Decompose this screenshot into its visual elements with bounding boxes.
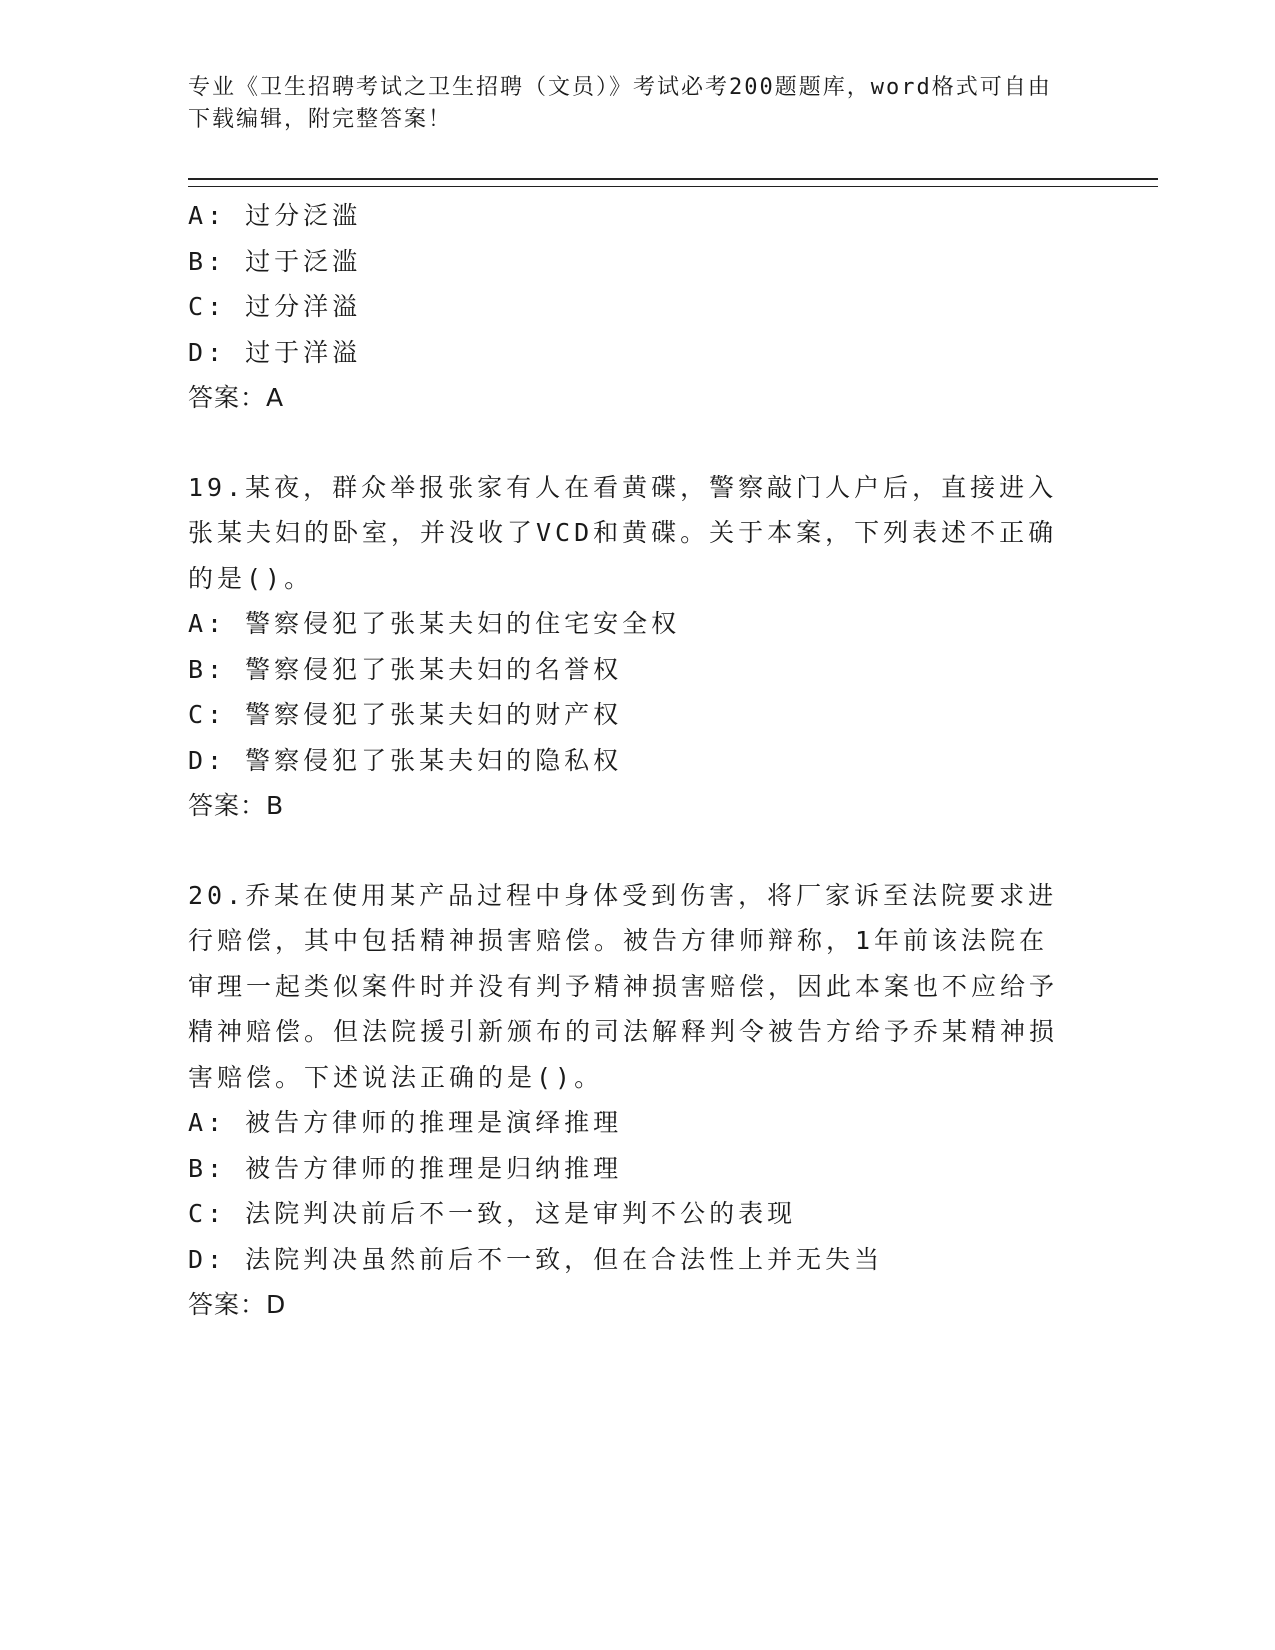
previous-question <box>188 193 1148 421</box>
option-d: D: 过于洋溢 <box>188 337 362 367</box>
option-b: B: 警察侵犯了张某夫妇的名誉权 <box>188 654 623 684</box>
answer-line: 答案：A <box>188 383 285 412</box>
option-d: D: 法院判决虽然前后不一致，但在合法性上并无失当 <box>188 1244 884 1274</box>
header-divider <box>188 178 1158 187</box>
option-b: B: 过于泛滥 <box>188 246 362 276</box>
option-c: C: 过分洋溢 <box>188 292 362 321</box>
question-19 <box>188 465 1148 829</box>
answer-line: 答案：B <box>188 791 285 820</box>
question-stem: 20.乔某在使用某产品过程中身体受到伤害，将厂家诉至法院要求进行赔偿，其中包括精神损害赔偿。被告方律师辩称，1年前该法院在审理一起类似案件时并没有判予精神损害赔偿，因此本案也不应给予精神赔偿。但法院援引新颁布的司法解释判令被告方给予乔某精神损害赔偿。下述说法正确的是()。 <box>188 880 1059 1092</box>
option-a: A: 警察侵犯了张某夫妇的住宅安全权 <box>188 609 681 638</box>
option-d: D: 警察侵犯了张某夫妇的隐私权 <box>188 745 623 775</box>
document-page <box>188 72 1148 1328</box>
option-c: C: 警察侵犯了张某夫妇的财产权 <box>188 700 623 729</box>
option-a: A: 被告方律师的推理是演绎推理 <box>188 1108 623 1137</box>
answer-line: 答案：D <box>188 1290 287 1319</box>
option-c: C: 法院判决前后不一致，这是审判不公的表现 <box>188 1199 797 1228</box>
document-intro: 专业《卫生招聘考试之卫生招聘（文员）》考试必考200题题库，word格式可自由下载编辑，附完整答案！ <box>188 75 1052 132</box>
question-stem: 19.某夜，群众举报张家有人在看黄碟，警察敲门人户后，直接进入张某夫妇的卧室，并没收了VCD和黄碟。关于本案，下列表述不正确的是()。 <box>188 472 1058 593</box>
option-a: A: 过分泛滥 <box>188 201 362 230</box>
question-20 <box>188 873 1148 1328</box>
option-b: B: 被告方律师的推理是归纳推理 <box>188 1153 623 1183</box>
